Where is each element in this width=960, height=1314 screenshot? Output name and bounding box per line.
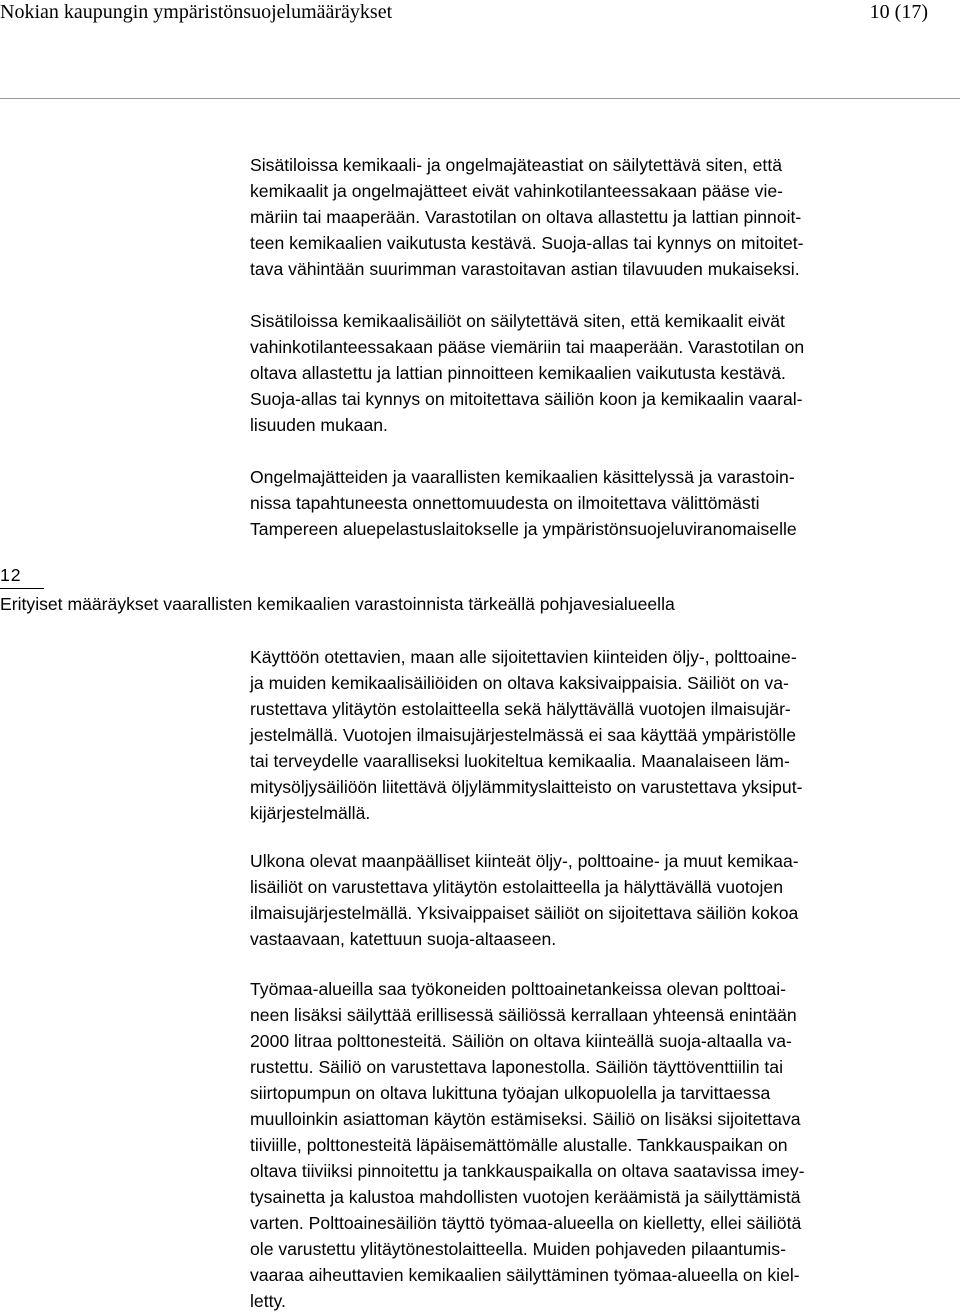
paragraph-accident-reporting: Ongelmajätteiden ja vaarallisten kemikaalien käsittelyssä ja varastoin- nissa tapahtuneesta onnettomuudesta on ilmoitettava välittömästi Tampereen aluepelastuslaitokselle ja ympäristönsuojeluviranomaiselle: [250, 467, 797, 539]
section-heading: [0, 562, 960, 617]
paragraph-worksite-fuel: Työmaa-alueilla saa työkoneiden polttoainetankeissa olevan polttoai- neen lisäksi säilyttää erillisessä säiliössä kerrallaan yhteensä enintään 2000 litraa polttonesteitä. Säiliön on oltava kiinteällä suoja-altaalla va- rustettu. Säiliö on varustettava laponestolla. Säiliön täyttöventtiilin tai siirtopumpun on oltava lukittuna työajan ulkopuolella ja tarvittaessa muulloinkin asiattoman käytön estämiseksi. Säiliö on lisäksi sijoitettava tiiviille, polttonesteitä läpäisemättömälle alustalle. Tankkauspaikan on oltava tiiviiksi pinnoitettu ja tankkauspaikalla on oltava saatavissa imey- tysainetta ja kalustoa mahdollisten vuotojen keräämistä ja säilyttämistä varten. Polttoainesäiliön täyttö työmaa-alueella on kielletty, ellei säiliötä ole varustettu ylitäytönestolaitteella. Muiden pohjaveden pilaantumis- vaaraa aiheuttavien kemikaalien säilyttäminen työmaa-alueella on kiel- letty.: [250, 979, 805, 1311]
paragraph-underground-tanks: Käyttöön otettavien, maan alle sijoitettavien kiinteiden öljy-, polttoaine- ja muiden kemikaalisäiliöiden on oltava kaksivaippaisia. Säiliöt on va- rustettava ylitäytön estolaitteella sekä hälyttävällä vuotojen ilmaisujär- jestelmällä. Vuotojen ilmaisujärjestelmässä ei saa käyttää ympäristölle tai terveydelle vaaralliseksi luokiteltua kemikaalia. Maanalaiseen läm- mitysöljysäiliöön liitettävä öljylämmityslaitteisto on varustettava yksiput- kijärjestelmällä.: [250, 647, 803, 823]
paragraph-indoor-waste-containers: Sisätiloissa kemikaali- ja ongelmajäteastiat on säilytettävä siten, että kemikaalit ja ongelmajätteet eivät vahinkotilanteessakaan pääse vie- märiin tai maaperään. Varastotilan on oltava allastettu ja lattian pinnoit- teen kemikaalien vaikutusta kestävä. Suoja-allas tai kynnys on mitoitet- tava vähintään suurimman varastoitavan astian tilavuuden mukaiseksi.: [250, 155, 804, 279]
header-divider: [0, 98, 960, 99]
paragraph-outdoor-tanks: Ulkona olevat maanpäälliset kiinteät öljy-, polttoaine- ja muut kemikaa- lisäiliöt on varustettava ylitäytön estolaitteella ja hälyttävällä vuotojen ilmaisujärjestelmällä. Yksivaippaiset säiliöt on sijoitettava säiliön kokoa vastaavaan, katettuun suoja-altaaseen.: [250, 851, 799, 949]
page-number: 10 (17): [869, 1, 928, 23]
section-number: 12: [0, 562, 44, 589]
section-title: Erityiset määräykset vaarallisten kemikaalien varastoinnista tärkeällä pohjavesialueella: [0, 594, 675, 614]
page-header: [0, 0, 960, 30]
document-title: Nokian kaupungin ympäristönsuojelumääräykset: [0, 1, 393, 23]
paragraph-indoor-chemical-tanks: Sisätiloissa kemikaalisäiliöt on säilytettävä siten, että kemikaalit eivät vahinkotilanteessakaan pääse viemäriin tai maaperään. Varastotilan on oltava allastettu ja lattian pinnoitteen kemikaalien vaikutusta kestävä. Suoja-allas tai kynnys on mitoitettava säiliön koon ja kemikaalin vaaral- lisuuden mukaan.: [250, 311, 805, 435]
